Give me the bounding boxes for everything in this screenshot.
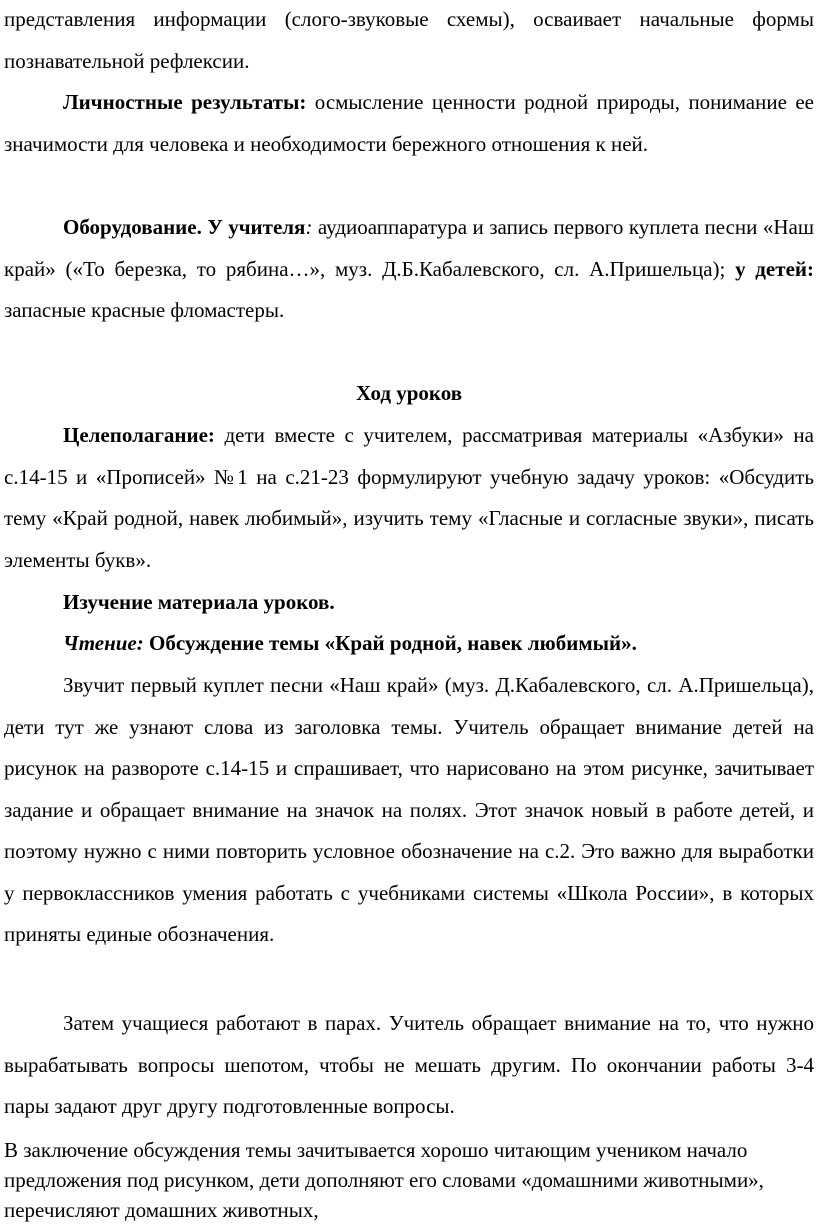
section-label: Изучение материала уроков.	[63, 590, 335, 614]
paragraph-text: осмысление ценности родной природы, понимание ее значимости для человека и необходимости бережного отношения к ней.	[4, 90, 814, 156]
paragraph-text: Затем учащиеся работают в парах. Учитель обращает внимание на то, что нужно вырабатывать вопросы шепотом, чтобы не мешать другим. По окончании работы 3-4 пары задают друг другу подготовленные вопросы.	[4, 1011, 814, 1118]
section-sublabel: У учителя	[201, 215, 306, 239]
heading-text: Ход уроков	[355, 381, 463, 405]
paragraph-goal-setting	[4, 415, 814, 581]
paragraph-equipment	[4, 207, 814, 332]
section-label: Целеполагание:	[63, 423, 215, 447]
paragraph-text: представления информации (слого-звуковые схемы), осваивает начальные формы познавательной рефлексии.	[4, 7, 814, 73]
section-heading	[4, 373, 814, 415]
paragraph-text: В заключение обсуждения темы зачитывается хорошо читающим учеником начало предложения под рисунком, дети дополняют его словами «домашними животными», перечисляют домашних животных,	[4, 1138, 764, 1222]
section-sublabel: у детей:	[735, 256, 814, 281]
paragraph-text: аудиоаппаратура и запись первого куплета песни «Наш край» («То березка, то рябина…», муз. Д.Б.Кабалевского, сл. А.Пришельца);	[4, 215, 814, 281]
paragraph-personal-results	[4, 82, 814, 165]
paragraph-lesson-description	[4, 665, 814, 956]
paragraph-pair-work	[4, 1003, 814, 1128]
colon-mark: :	[305, 215, 313, 239]
paragraph-reading-topic	[4, 623, 814, 665]
paragraph-intro-continuation	[4, 0, 814, 82]
topic-text: Обсуждение темы «Край родной, навек любимый».	[143, 631, 637, 655]
paragraph-conclusion	[4, 1135, 814, 1225]
section-label: Оборудование.	[63, 215, 202, 239]
paragraph-study-heading	[4, 582, 814, 624]
paragraph-text: запасные красные фломастеры.	[4, 298, 285, 322]
paragraph-text: Звучит первый куплет песни «Наш край» (муз. Д.Кабалевского, сл. А.Пришельца), дети тут же узнают слова из заголовка темы. Учитель обращает внимание детей на рисунок на развороте с.14-15 и спрашивает, что нарисовано на этом рисунке, зачитывает задание и обращает внимание на значок на полях. Этот значок новый в работе детей, и поэтому нужно с ними повторить условное обозначение на с.2. Это важно для выработки у первоклассников умения работать с учебниками системы «Школа России», в которых приняты единые обозначения.	[4, 673, 814, 946]
section-label: Чтение:	[63, 631, 144, 655]
paragraph-text: дети вместе с учителем, рассматривая материалы «Азбуки» на с.14-15 и «Прописей» №1 на с.21-23 формулируют учебную задачу уроков: «Обсудить тему «Край родной, навек любимый», изучить тему «Гласные и согласные звуки», писать элементы букв».	[4, 423, 814, 572]
section-label: Личностные результаты:	[63, 90, 307, 114]
